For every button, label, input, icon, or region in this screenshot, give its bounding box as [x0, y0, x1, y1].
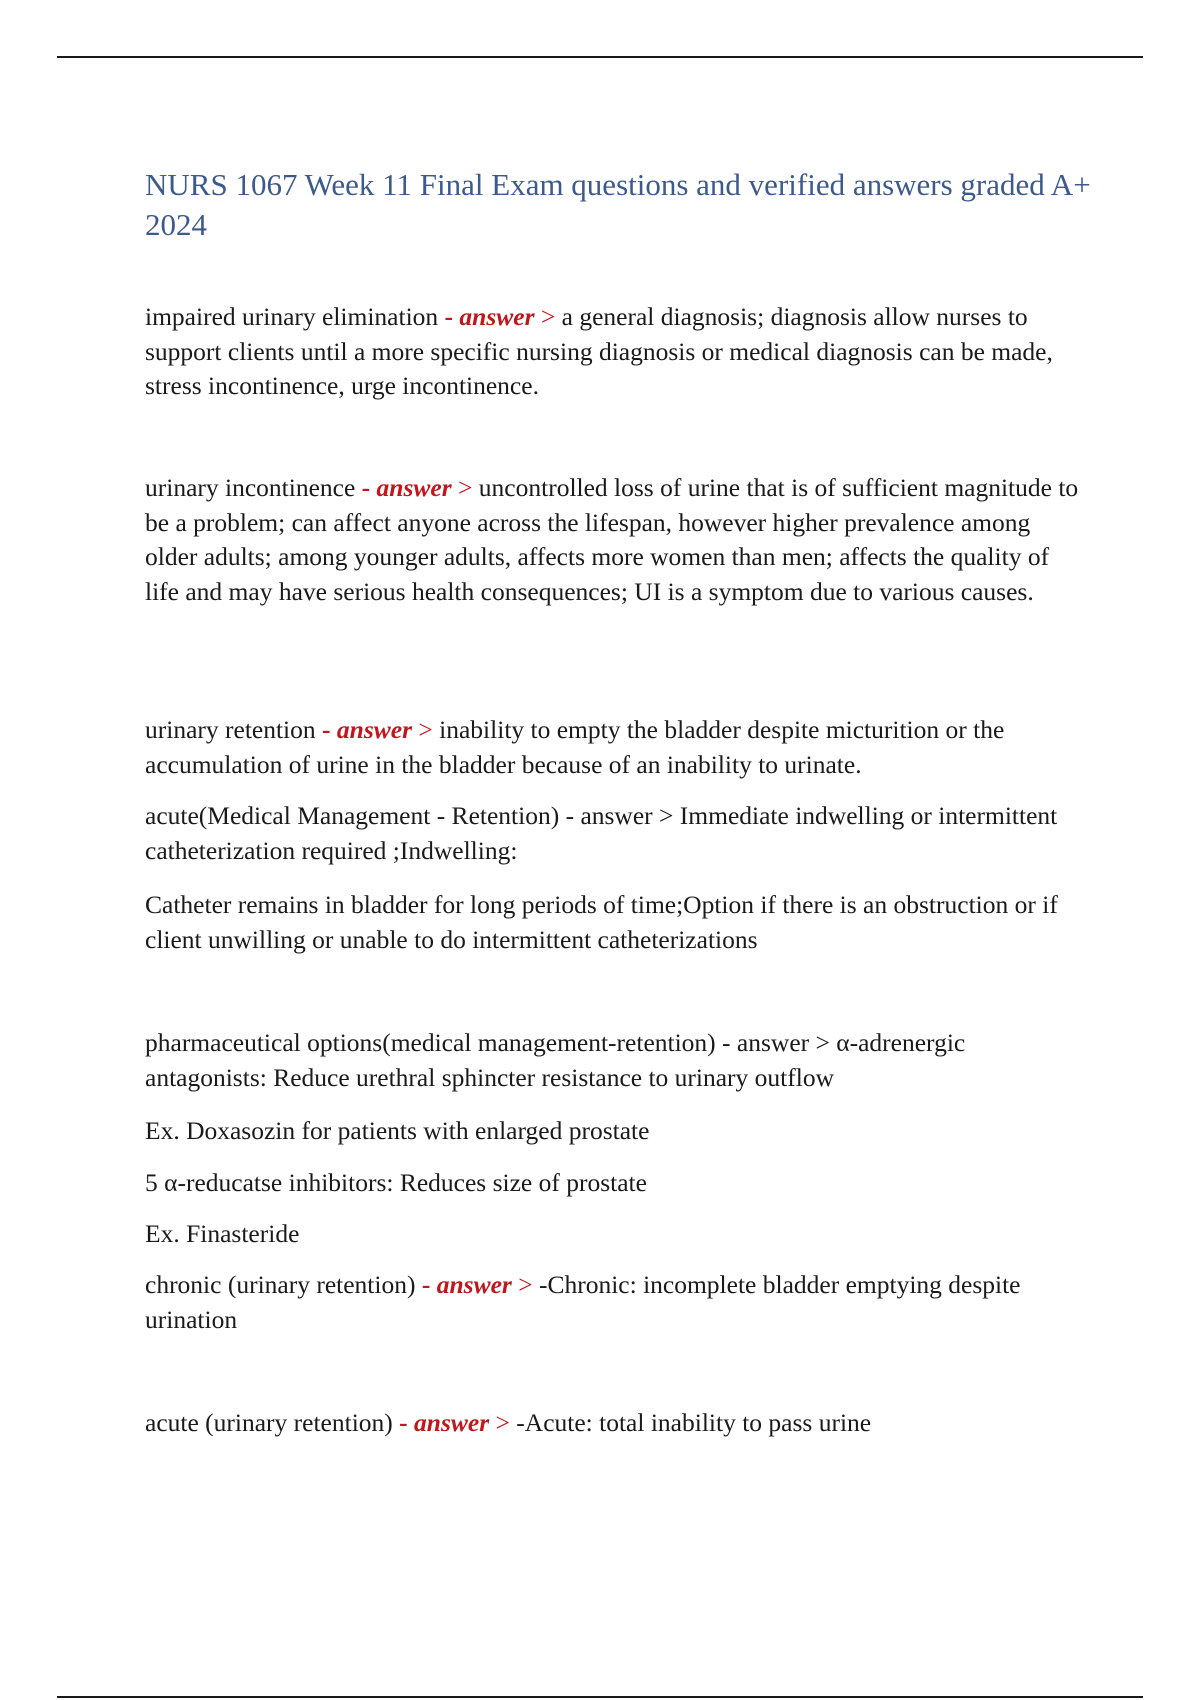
answer-arrow: > — [511, 1270, 533, 1299]
term: impaired urinary elimination — [145, 302, 439, 331]
definition: inability to empty the bladder despite micturition or the accumulation of urine in the bladder because of an inability to urinate. — [145, 715, 1005, 779]
term: urinary retention — [145, 715, 316, 744]
answer-separator: - — [421, 1270, 437, 1299]
answer-arrow: > — [451, 473, 473, 502]
answer-separator: - — [361, 473, 377, 502]
qa-entry-pharmaceutical-options: pharmaceutical options(medical management-retention) - answer > α-adrenergic antagonists: Reduce urethral sphincter resistance to urinary outflow — [145, 1028, 966, 1092]
answer-separator: - — [322, 715, 337, 744]
qa-entry-chronic-urinary-retention — [145, 1268, 1085, 1337]
indwelling-catheter-note: Catheter remains in bladder for long periods of time;Option if there is an obstruction or if client unwilling or unable to do intermittent catheterizations — [145, 890, 1058, 954]
answer-separator: - — [444, 302, 460, 331]
term: chronic (urinary retention) — [145, 1270, 416, 1299]
document-title: NURS 1067 Week 11 Final Exam questions and verified answers graded A+ 2024 — [145, 167, 1091, 242]
example-finasteride: Ex. Finasteride — [145, 1219, 300, 1248]
answer-label: answer — [376, 473, 452, 502]
answer-label: answer — [436, 1270, 512, 1299]
reductase-inhibitors-note: 5 α-reducatse inhibitors: Reduces size of prostate — [145, 1168, 647, 1197]
definition: -Acute: total inability to pass urine — [509, 1408, 872, 1437]
qa-entry-acute-medical-management: acute(Medical Management - Retention) - answer > Immediate indwelling or intermittent catheterization required ;Indwelling: — [145, 801, 1058, 865]
answer-label: answer — [336, 715, 413, 744]
header-rule — [57, 56, 1143, 58]
term: urinary incontinence — [145, 473, 356, 502]
definition: a general diagnosis; diagnosis allow nurses to support clients until a more specific nursing diagnosis or medical diagnosis can be made, stress incontinence, urge incontinence. — [145, 302, 1053, 400]
answer-separator: - — [399, 1408, 415, 1437]
qa-entry-urinary-incontinence — [145, 471, 1085, 609]
example-doxasozin: Ex. Doxasozin for patients with enlarged prostate — [145, 1116, 650, 1145]
answer-arrow: > — [489, 1408, 510, 1437]
qa-entry-urinary-retention — [145, 713, 1085, 782]
footer-rule — [57, 1696, 1143, 1698]
answer-label: answer — [414, 1408, 490, 1437]
answer-arrow: > — [412, 715, 433, 744]
definition: uncontrolled loss of urine that is of sufficient magnitude to be a problem; can affect anyone across the lifespan, however higher prevalence among older adults; among younger adults, affects more women than men; affects the quality of life and may have serious health consequences; UI is a symptom due to various causes. — [145, 473, 1079, 606]
qa-entry-acute-urinary-retention — [145, 1406, 1085, 1441]
qa-entry-impaired-urinary-elimination — [145, 300, 1085, 404]
definition: -Chronic: incomplete bladder emptying despite urination — [145, 1270, 1021, 1334]
answer-arrow: > — [534, 302, 556, 331]
answer-label: answer — [459, 302, 535, 331]
term: acute (urinary retention) — [145, 1408, 393, 1437]
